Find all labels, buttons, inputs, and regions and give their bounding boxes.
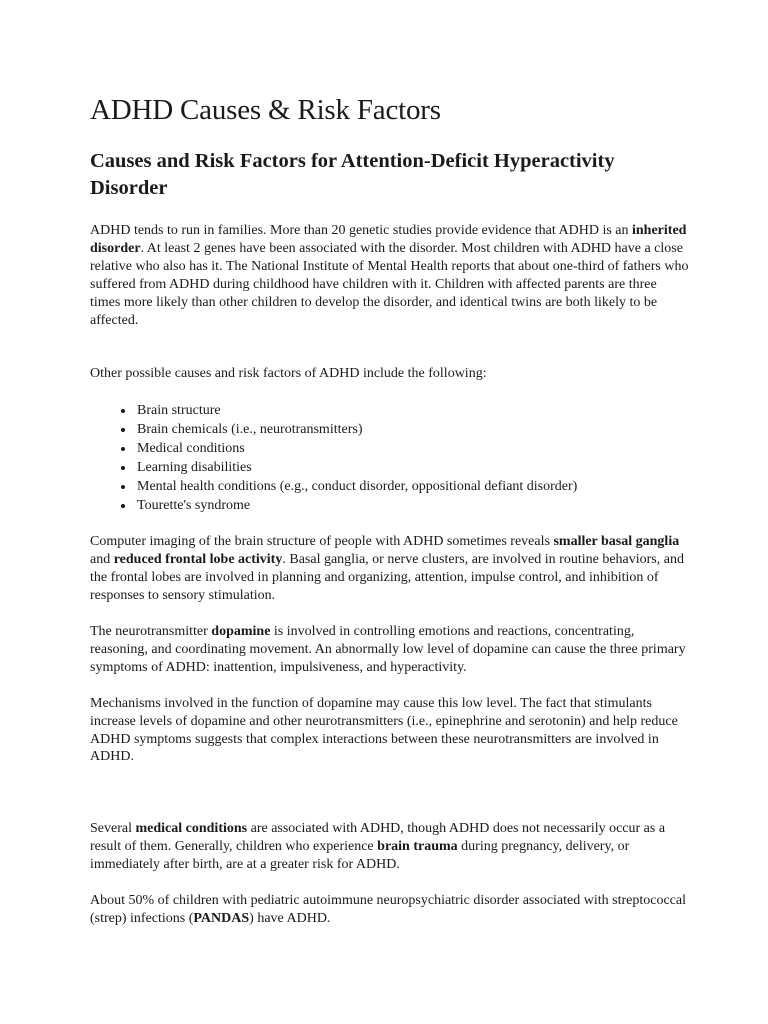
list-item: • Learning disabilities: [135, 458, 690, 477]
list-item: • Brain chemicals (i.e., neurotransmitters): [135, 420, 690, 439]
paragraph-medical-conditions: [90, 820, 690, 874]
bold-term-brain-trauma: brain trauma: [377, 839, 458, 855]
bold-term-inherited-disorder: inherited disorder: [90, 223, 687, 256]
text-run: . At least 2 genes have been associated with the disorder. Most children with ADHD have a close relative who also has it. The National Institute of Mental Health reports that about one-third of fathers who suffered from ADHD during childhood have children with it. Children with affected parents are three times more likely than other children to develop the disorder, and identical twins are both likely to be affected.: [90, 240, 689, 328]
paragraph-pandas: [90, 892, 690, 928]
bold-term-reduced-frontal-lobe: reduced frontal lobe activity: [113, 552, 283, 568]
risk-factor-list: [90, 401, 690, 515]
paragraph-genetics: [90, 222, 690, 329]
paragraph-dopamine: [90, 623, 690, 677]
text-run: About 50% of children with pediatric autoimmune neuropsychiatric disorder associated with streptococcal (strep) infections (: [90, 893, 686, 926]
list-item: • Brain structure: [135, 401, 690, 420]
text-run: The neurotransmitter: [90, 623, 212, 639]
text-run: is involved in controlling emotions and reactions, concentrating, reasoning, and coordinating movement. An abnormally low level of dopamine can cause the three primary symptoms of ADHD: inattention, impulsiveness, and hyperactivity.: [90, 623, 686, 675]
text-run: Computer imaging of the brain structure of people with ADHD sometimes reveals: [90, 534, 554, 550]
bold-term-smaller-basal-ganglia: smaller basal ganglia: [553, 534, 680, 550]
text-run: during pregnancy, delivery, or immediately after birth, are at a greater risk for ADHD.: [90, 839, 630, 873]
page-title: ADHD Causes & Risk Factors: [90, 94, 441, 126]
paragraph-mechanisms: Mechanisms involved in the function of dopamine may cause this low level. The fact that stimulants increase levels of dopamine and other neurotransmitters (i.e., epinephrine and serotonin) and help reduce ADHD symptoms suggests that complex interactions between these neurotransmitters are involved in ADHD.: [90, 695, 678, 765]
list-item: • Tourette's syndrome: [135, 496, 690, 515]
text-run: Several: [90, 821, 136, 837]
bold-term-dopamine: dopamine: [211, 623, 271, 639]
text-run: ADHD tends to run in families. More than 20 genetic studies provide evidence that ADHD is an: [90, 223, 632, 238]
text-run: are associated with ADHD, though ADHD does not necessarily occur as a result of them. Generally, children who experience: [90, 821, 666, 855]
list-item: • Medical conditions: [135, 439, 690, 458]
page-subtitle: Causes and Risk Factors for Attention-Deficit Hyperactivity Disorder: [90, 150, 615, 199]
paragraph-other-causes: Other possible causes and risk factors of ADHD include the following:: [90, 366, 487, 382]
list-item: • Mental health conditions (e.g., conduct disorder, oppositional defiant disorder): [135, 477, 690, 496]
bold-term-pandas: PANDAS: [193, 910, 250, 926]
paragraph-brain-structure: [90, 533, 690, 605]
text-run: ) have ADHD.: [249, 910, 331, 926]
text-run: and: [90, 552, 114, 568]
bold-term-medical-conditions: medical conditions: [135, 821, 248, 837]
text-run: . Basal ganglia, or nerve clusters, are involved in routine behaviors, and the frontal lobes are involved in planning and organizing, attention, impulse control, and inhibition of responses to sensory stimulation.: [90, 552, 684, 604]
document-page: [90, 92, 690, 928]
